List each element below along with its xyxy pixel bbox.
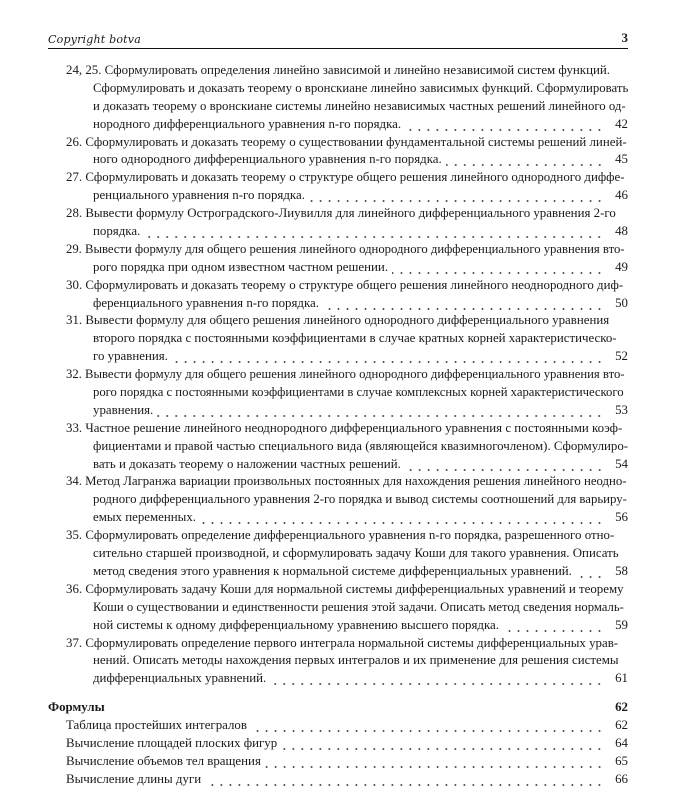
entry-text: ного однородного дифференциального уравнения n-го порядка. xyxy=(93,152,442,167)
toc-entry[interactable] xyxy=(48,169,628,205)
copyright-text: Copyright botva xyxy=(48,33,141,46)
section-items xyxy=(48,717,628,789)
section-heading[interactable] xyxy=(48,699,628,717)
entry-text: нородного дифференциального уравнения n-го порядка. xyxy=(93,116,402,131)
entry-text: сительно старшей производной, и сформулировать задачу Коши для такого уравнения. Описать xyxy=(93,546,619,561)
table-of-contents xyxy=(48,62,628,789)
entry-line xyxy=(48,277,628,295)
entry-text: 24, 25. Сформулировать определения линейно зависимой и линейно независимой систем функций. xyxy=(66,63,610,77)
entry-page: 53 xyxy=(615,402,628,417)
item-label: Вычисление площадей плоских фигур xyxy=(66,735,278,750)
dot-leader xyxy=(446,151,604,169)
toc-entry[interactable] xyxy=(48,134,628,170)
entry-page: 50 xyxy=(615,295,628,310)
toc-entry[interactable] xyxy=(48,277,628,313)
item-page: 65 xyxy=(615,753,628,768)
entry-text: ной системы к одному дифференциальному уравнению высшего порядка. xyxy=(93,617,499,632)
entry-text: 30. Сформулировать и доказать теорему о структуре общего решения линейного неоднородного диф- xyxy=(66,277,624,292)
entry-line xyxy=(48,402,628,420)
entry-line xyxy=(48,169,628,187)
entry-line xyxy=(48,384,628,402)
toc-entry[interactable] xyxy=(48,527,628,581)
entry-line xyxy=(48,312,628,330)
toc-entry[interactable] xyxy=(48,420,628,474)
dot-leader xyxy=(157,402,604,420)
entry-text: го уравнения. xyxy=(93,349,168,364)
toc-entries xyxy=(48,62,628,688)
entry-line xyxy=(48,134,628,152)
entry-text: 27. Сформулировать и доказать теорему о структуре общего решения линейного однородного диффе- xyxy=(66,170,625,185)
dot-leader xyxy=(405,456,604,474)
dot-leader xyxy=(200,509,604,527)
entry-line xyxy=(48,259,628,277)
entry-line xyxy=(48,581,628,599)
entry-page: 46 xyxy=(615,188,628,203)
entry-line xyxy=(48,491,628,509)
entry-text: метод сведения этого уравнения к нормальной системе дифференциальных уравнений. xyxy=(93,563,572,578)
entry-text: 37. Сформулировать определение первого интеграла нормальной системы дифференциальных урав- xyxy=(66,635,619,650)
entry-line xyxy=(48,98,628,116)
entry-line xyxy=(48,563,628,581)
entry-page: 49 xyxy=(615,259,628,274)
toc-entry[interactable] xyxy=(48,581,628,635)
dot-leader xyxy=(144,223,604,241)
entry-line xyxy=(48,187,628,205)
entry-line xyxy=(48,599,628,617)
toc-section-formulas xyxy=(48,699,628,788)
entry-line xyxy=(48,473,628,491)
entry-page: 58 xyxy=(615,563,628,578)
dot-leader xyxy=(270,670,604,688)
toc-entry[interactable] xyxy=(48,366,628,420)
toc-entry[interactable] xyxy=(48,241,628,277)
entry-page: 52 xyxy=(615,349,628,364)
entry-line xyxy=(48,348,628,366)
entry-page: 56 xyxy=(615,510,628,525)
entry-text: рого порядка с постоянными коэффициентами в случае комплексных корней характеристического xyxy=(93,385,624,400)
entry-text: рого порядка при одном известном частном решении. xyxy=(93,259,389,274)
entry-page: 59 xyxy=(615,617,628,632)
entry-text: 35. Сформулировать определение дифференциального уравнения n-го порядка, разрешенного отно- xyxy=(66,528,615,543)
entry-line xyxy=(48,652,628,670)
entry-text: 32. Вывести формулу для общего решения линейного однородного дифференциального уравнения вто- xyxy=(66,367,625,382)
entry-line xyxy=(48,545,628,563)
entry-line xyxy=(48,295,628,313)
entry-text: вать и доказать теорему о наложении частных решений. xyxy=(93,456,401,471)
section-item[interactable] xyxy=(48,735,628,753)
entry-page: 48 xyxy=(615,224,628,239)
page-header xyxy=(48,24,628,49)
section-page: 62 xyxy=(615,700,628,715)
entry-line xyxy=(48,366,628,384)
entry-text: 31. Вывести формулу для общего решения линейного однородного дифференциального уравнения xyxy=(66,313,610,328)
entry-line xyxy=(48,116,628,134)
entry-line xyxy=(48,509,628,527)
entry-text: фициентами и правой частью специального вида (являющейся квазимногочленом). Сформулиро- xyxy=(93,438,628,453)
item-label: Вычисление длины дуги xyxy=(66,771,202,786)
dot-leader xyxy=(265,753,604,771)
entry-line xyxy=(48,205,628,223)
dot-leader xyxy=(172,348,604,366)
entry-text: емых переменных. xyxy=(93,510,196,525)
dot-leader xyxy=(405,116,604,134)
section-item[interactable] xyxy=(48,717,628,735)
entry-line xyxy=(48,670,628,688)
toc-entry[interactable] xyxy=(48,312,628,366)
entry-text: 29. Вывести формулу для общего решения линейного однородного дифференциального уравнения вто- xyxy=(66,241,625,256)
toc-entry[interactable] xyxy=(48,473,628,527)
entry-text: 26. Сформулировать и доказать теорему о существовании фундаментальной системы решений линей- xyxy=(66,134,627,149)
entry-text: 36. Сформулировать задачу Коши для нормальной системы дифференциальных уравнений и теорему xyxy=(66,581,624,596)
entry-page: 42 xyxy=(615,116,628,131)
entry-line xyxy=(48,223,628,241)
entry-text: 28. Вывести формулу Остроградского-Лиувилля для линейного дифференциального уравнения 2-го xyxy=(66,206,616,221)
entry-line xyxy=(48,456,628,474)
entry-line xyxy=(48,527,628,545)
entry-text: Сформулировать и доказать теорему о вронскиане линейно зависимых функций. Сформулировать xyxy=(93,80,628,95)
dot-leader xyxy=(576,563,604,581)
entry-line xyxy=(48,62,628,80)
entry-line xyxy=(48,80,628,98)
dot-leader xyxy=(503,617,604,635)
dot-leader xyxy=(205,771,604,789)
entry-page: 61 xyxy=(615,671,628,686)
entry-text: 34. Метод Лагранжа вариации произвольных постоянных для нахождения решения линейного неодно- xyxy=(66,474,627,489)
entry-line xyxy=(48,420,628,438)
entry-text: второго порядка с постоянными коэффициентами в случае кратных корней характеристическо- xyxy=(93,331,617,346)
dot-leader xyxy=(251,717,604,735)
toc-entry[interactable] xyxy=(48,205,628,241)
entry-text: нений. Описать методы нахождения первых интегралов и их применение для решения системы xyxy=(93,653,619,668)
entry-text: 33. Частное решение линейного неоднородного дифференциального уравнения с постоянными коэф- xyxy=(66,420,623,435)
entry-text: ференциального уравнения n-го порядка. xyxy=(93,295,319,310)
entry-line xyxy=(48,438,628,456)
entry-line xyxy=(48,151,628,169)
item-label: Вычисление объемов тел вращения xyxy=(66,753,261,768)
dot-leader xyxy=(392,259,604,277)
entry-text: и доказать теорему о вронскиане системы линейно независимых частных решений линейного од- xyxy=(93,98,626,113)
item-page: 66 xyxy=(615,771,628,786)
entry-text: Коши о существовании и единственности решения этой задачи. Описать метод сведения нормаль- xyxy=(93,599,624,614)
entry-text: дифференциальных уравнений. xyxy=(93,671,267,686)
dot-leader xyxy=(309,187,604,205)
item-page: 64 xyxy=(615,735,628,750)
section-item[interactable] xyxy=(48,753,628,771)
dot-leader xyxy=(323,295,604,313)
section-item[interactable] xyxy=(48,771,628,789)
entry-line xyxy=(48,330,628,348)
entry-page: 54 xyxy=(615,456,628,471)
entry-line xyxy=(48,241,628,259)
entry-text: уравнения. xyxy=(93,402,154,417)
entry-text: ренциального уравнения n-го порядка. xyxy=(93,188,305,203)
item-label: Таблица простейших интегралов xyxy=(66,718,247,733)
toc-entry[interactable] xyxy=(48,62,628,134)
entry-line xyxy=(48,635,628,653)
section-title: Формулы xyxy=(48,700,105,715)
item-page: 62 xyxy=(615,718,628,733)
page-number: 3 xyxy=(621,30,628,45)
entry-line xyxy=(48,617,628,635)
entry-page: 45 xyxy=(615,152,628,167)
toc-entry[interactable] xyxy=(48,635,628,689)
dot-leader xyxy=(281,735,604,753)
entry-text: порядка. xyxy=(93,224,141,239)
entry-text: родного дифференциального уравнения 2-го порядка и вывод системы соотношений для варьиру- xyxy=(93,492,627,507)
